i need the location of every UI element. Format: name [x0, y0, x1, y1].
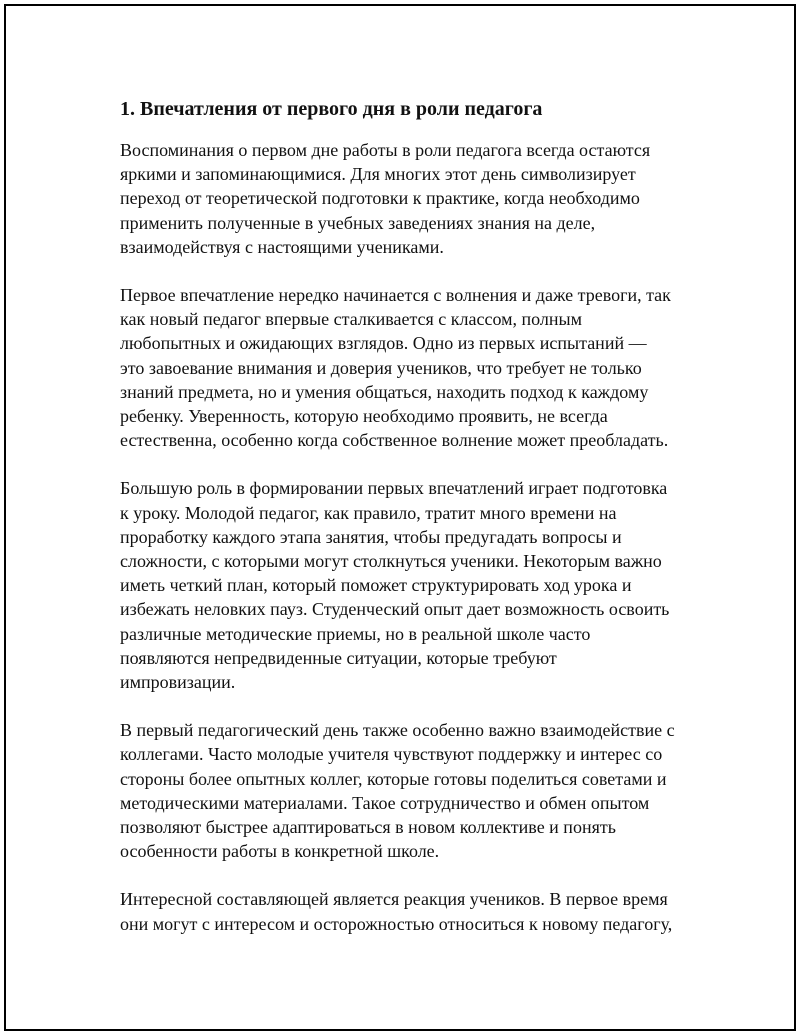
paragraph-line: ребенку. Уверенность, которую необходимо проявить, не всегда — [120, 406, 608, 427]
paragraph — [120, 887, 700, 935]
paragraph-line: иметь четкий план, который поможет структурировать ход урока и — [120, 575, 632, 596]
paragraph-line: переход от теоретической подготовки к практике, когда необходимо — [120, 188, 640, 209]
paragraphs — [120, 138, 700, 936]
paragraph-line: они могут с интересом и осторожностью относиться к новому педагогу, — [120, 913, 673, 934]
paragraph-line: коллегами. Часто молодые учителя чувствуют поддержку и интерес со — [120, 744, 663, 765]
paragraph-line: Большую роль в формировании первых впечатлений играет подготовка — [120, 478, 668, 499]
paragraph-line: появляются непредвиденные ситуации, которые требуют — [120, 647, 557, 668]
page-frame — [4, 4, 796, 1031]
paragraph — [120, 718, 700, 863]
paragraph — [120, 283, 700, 452]
paragraph-line: методическими материалами. Такое сотрудничество и обмен опытом — [120, 792, 650, 813]
paragraph-line: В первый педагогический день также особенно важно взаимодействие с — [120, 720, 675, 741]
paragraph-line: проработку каждого этапа занятия, чтобы предугадать вопросы и — [120, 526, 622, 547]
paragraph-line: различные методические приемы, но в реальной школе часто — [120, 623, 591, 644]
paragraph-line: Воспоминания о первом дне работы в роли педагога всегда остаются — [120, 140, 651, 160]
paragraph-line: это завоевание внимания и доверия учеников, что требует не только — [120, 357, 642, 378]
paragraph-line: избежать неловких пауз. Студенческий опыт дает возможность освоить — [120, 599, 670, 620]
paragraph — [120, 138, 700, 259]
paragraph-line: сложности, с которыми могут столкнуться ученики. Некоторым важно — [120, 551, 662, 572]
paragraph-line: к уроку. Молодой педагог, как правило, тратит много времени на — [120, 502, 617, 523]
paragraph-line: Интересной составляющей является реакция учеников. В первое время — [120, 889, 668, 910]
section-heading: 1. Впечатления от первого дня в роли педагога — [120, 98, 543, 120]
paragraph-line: естественна, особенно когда собственное волнение может преобладать. — [120, 430, 669, 451]
paragraph-line: стороны более опытных коллег, которые готовы поделиться советами и — [120, 768, 667, 789]
paragraph-line: как новый педагог впервые сталкивается с классом, полным — [120, 309, 583, 330]
document-body — [120, 96, 700, 960]
paragraph-line: Первое впечатление нередко начинается с волнения и даже тревоги, так — [120, 285, 671, 306]
paragraph-line: любопытных и ожидающих взглядов. Одно из первых испытаний — — [120, 333, 647, 354]
paragraph-line: особенности работы в конкретной школе. — [120, 841, 440, 862]
paragraph-line: яркими и запоминающимися. Для многих этот день символизирует — [120, 164, 636, 185]
paragraph-line: импровизации. — [120, 672, 236, 693]
paragraph-line: взаимодействуя с настоящими учениками. — [120, 236, 444, 257]
paragraph-line: применить полученные в учебных заведениях знания на деле, — [120, 212, 596, 233]
paragraph — [120, 476, 700, 694]
paragraph-line: знаний предмета, но и умения общаться, находить подход к каждому — [120, 381, 649, 402]
paragraph-line: позволяют быстрее адаптироваться в новом коллективе и понять — [120, 817, 616, 838]
